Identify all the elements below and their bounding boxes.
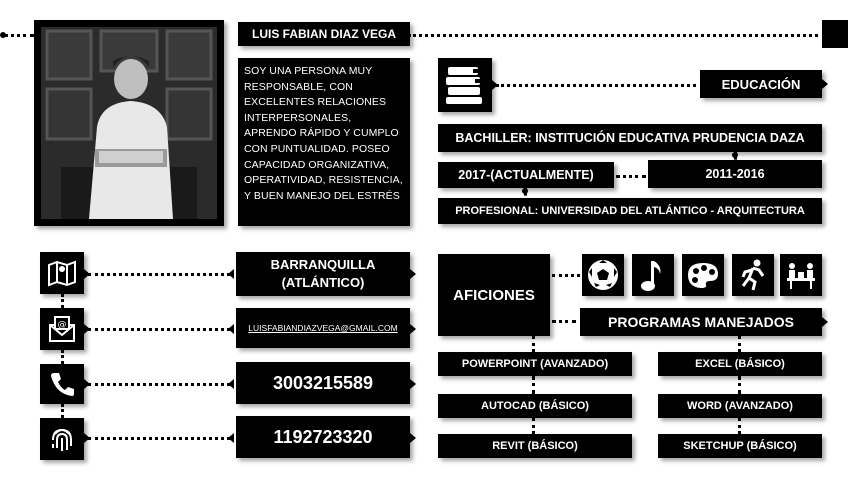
map-icon [40,252,84,294]
music-note-icon [632,254,674,296]
email-link[interactable]: LUISFABIANDIAZVEGA@GMAIL.COM [236,308,410,348]
svg-text:@: @ [57,320,67,330]
education-university: PROFESIONAL: UNIVERSIDAD DEL ATLÁNTICO - ARQUITECTURA [438,198,822,224]
software-item-powerpoint: POWERPOINT (AVANZADO) [438,352,632,376]
soccer-ball-icon [582,254,624,296]
education-period-school: 2011-2016 [648,160,822,188]
location-region: (ATLÁNTICO) [281,275,365,290]
fingerprint-icon [40,418,84,460]
paint-palette-icon [682,254,724,296]
phone-number[interactable]: 3003215589 [236,362,410,404]
profile-bio: SOY UNA PERSONA MUY RESPONSABLE, CON EXCELENTES RELACIONES INTERPERSONALES, APRENDO RÁPIDO Y CUMPLO CON PUNTUALIDAD. POSEO CAPACIDAD ORGANIZATIVA, OPERATIVIDAD, RESISTENCIA, Y BUEN MANEJO DEL ESTRÉS [238,58,410,226]
location-card [236,252,410,296]
software-item-autocad: AUTOCAD (BÁSICO) [438,394,632,418]
running-icon [732,254,774,296]
education-school: BACHILLER: INSTITUCIÓN EDUCATIVA PRUDENCIA DAZA [438,124,822,152]
id-number: 1192723320 [236,416,410,458]
profile-photo [34,20,224,226]
software-item-word: WORD (AVANZADO) [658,394,822,418]
study-group-icon [780,254,822,296]
software-item-excel: EXCEL (BÁSICO) [658,352,822,376]
hobbies-heading: AFICIONES [438,254,550,336]
software-heading: PROGRAMAS MANEJADOS [580,308,822,336]
email-icon [40,308,84,350]
books-icon [438,58,492,112]
software-item-sketchup: SKETCHUP (BÁSICO) [658,434,822,458]
location-city: BARRANQUILLA [270,257,376,272]
profile-name: LUIS FABIAN DIAZ VEGA [238,22,410,46]
education-heading: EDUCACIÓN [700,70,822,98]
corner-tab [822,20,848,48]
education-period-current: 2017-(ACTUALMENTE) [438,162,614,188]
software-item-revit: REVIT (BÁSICO) [438,434,632,458]
phone-icon [40,364,84,404]
